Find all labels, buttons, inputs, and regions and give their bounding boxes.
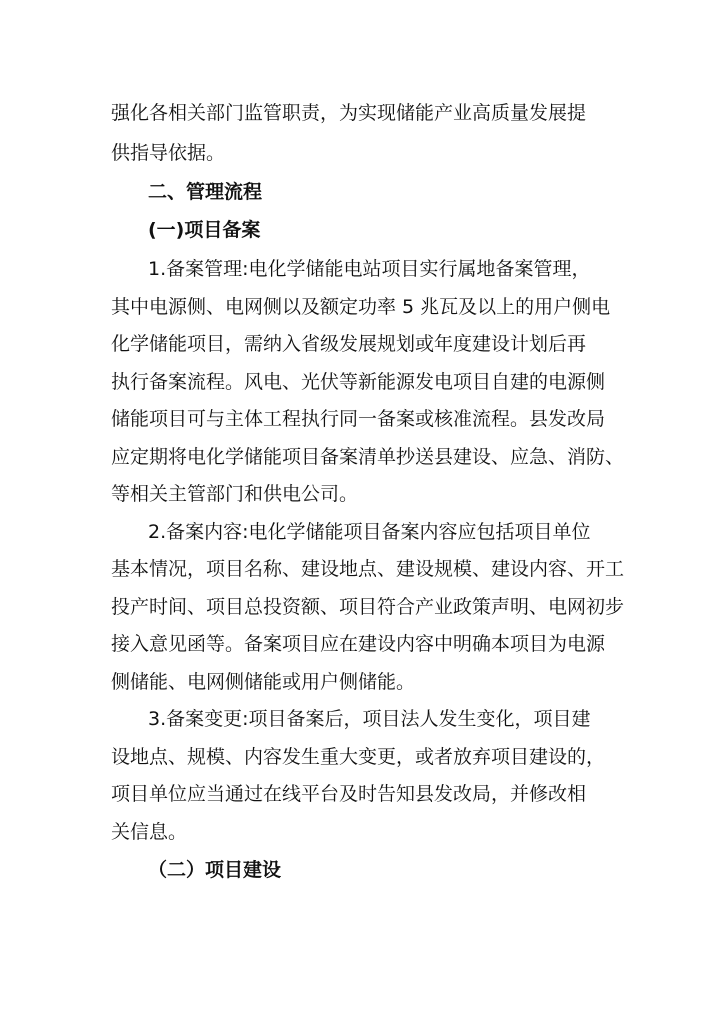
section-heading: 二、管理流程 (148, 181, 263, 203)
body-text-line: 执行备案流程。风电、光伏等新能源发电项目自建的电源侧 (111, 371, 606, 393)
body-text-line: 2.备案内容:电化学储能项目备案内容应包括项目单位 (148, 521, 591, 543)
body-text-line: 3.备案变更:项目备案后，项目法人发生变化，项目建 (148, 708, 591, 730)
body-text-line: 项目单位应当通过在线平台及时告知县发改局，并修改相 (111, 783, 587, 805)
body-text-line: 化学储能项目，需纳入省级发展规划或年度建设计划后再 (111, 333, 587, 355)
subsection-heading: (一)项目备案 (148, 219, 261, 241)
subsection-heading: （二）项目建设 (148, 859, 282, 881)
body-text-line: 基本情况，项目名称、建设地点、建设规模、建设内容、开工 (111, 558, 625, 580)
body-text-line: 供指导依据。 (111, 142, 226, 164)
body-text-line: 接入意见函等。备案项目应在建设内容中明确本项目为电源 (111, 633, 606, 655)
body-text-line: 设地点、规模、内容发生重大变更，或者放弃项目建设的， (111, 746, 606, 768)
body-text-line: 投产时间、项目总投资额、项目符合产业政策声明、电网初步 (111, 596, 625, 618)
body-text-line: 其中电源侧、电网侧以及额定功率 5 兆瓦及以上的用户侧电 (111, 296, 611, 318)
body-text-line: 1.备案管理:电化学储能电站项目实行属地备案管理， (148, 258, 591, 280)
body-text-line: 储能项目可与主体工程执行同一备案或核准流程。县发改局 (111, 408, 606, 430)
body-text-line: 应定期将电化学储能项目备案清单抄送县建设、应急、消防、 (111, 446, 625, 468)
body-text-line: 侧储能、电网侧储能或用户侧储能。 (111, 671, 416, 693)
body-text-line: 强化各相关部门监管职责，为实现储能产业高质量发展提 (111, 102, 587, 124)
body-text-line: 关信息。 (111, 821, 188, 843)
body-text-line: 等相关主管部门和供电公司。 (111, 483, 359, 505)
